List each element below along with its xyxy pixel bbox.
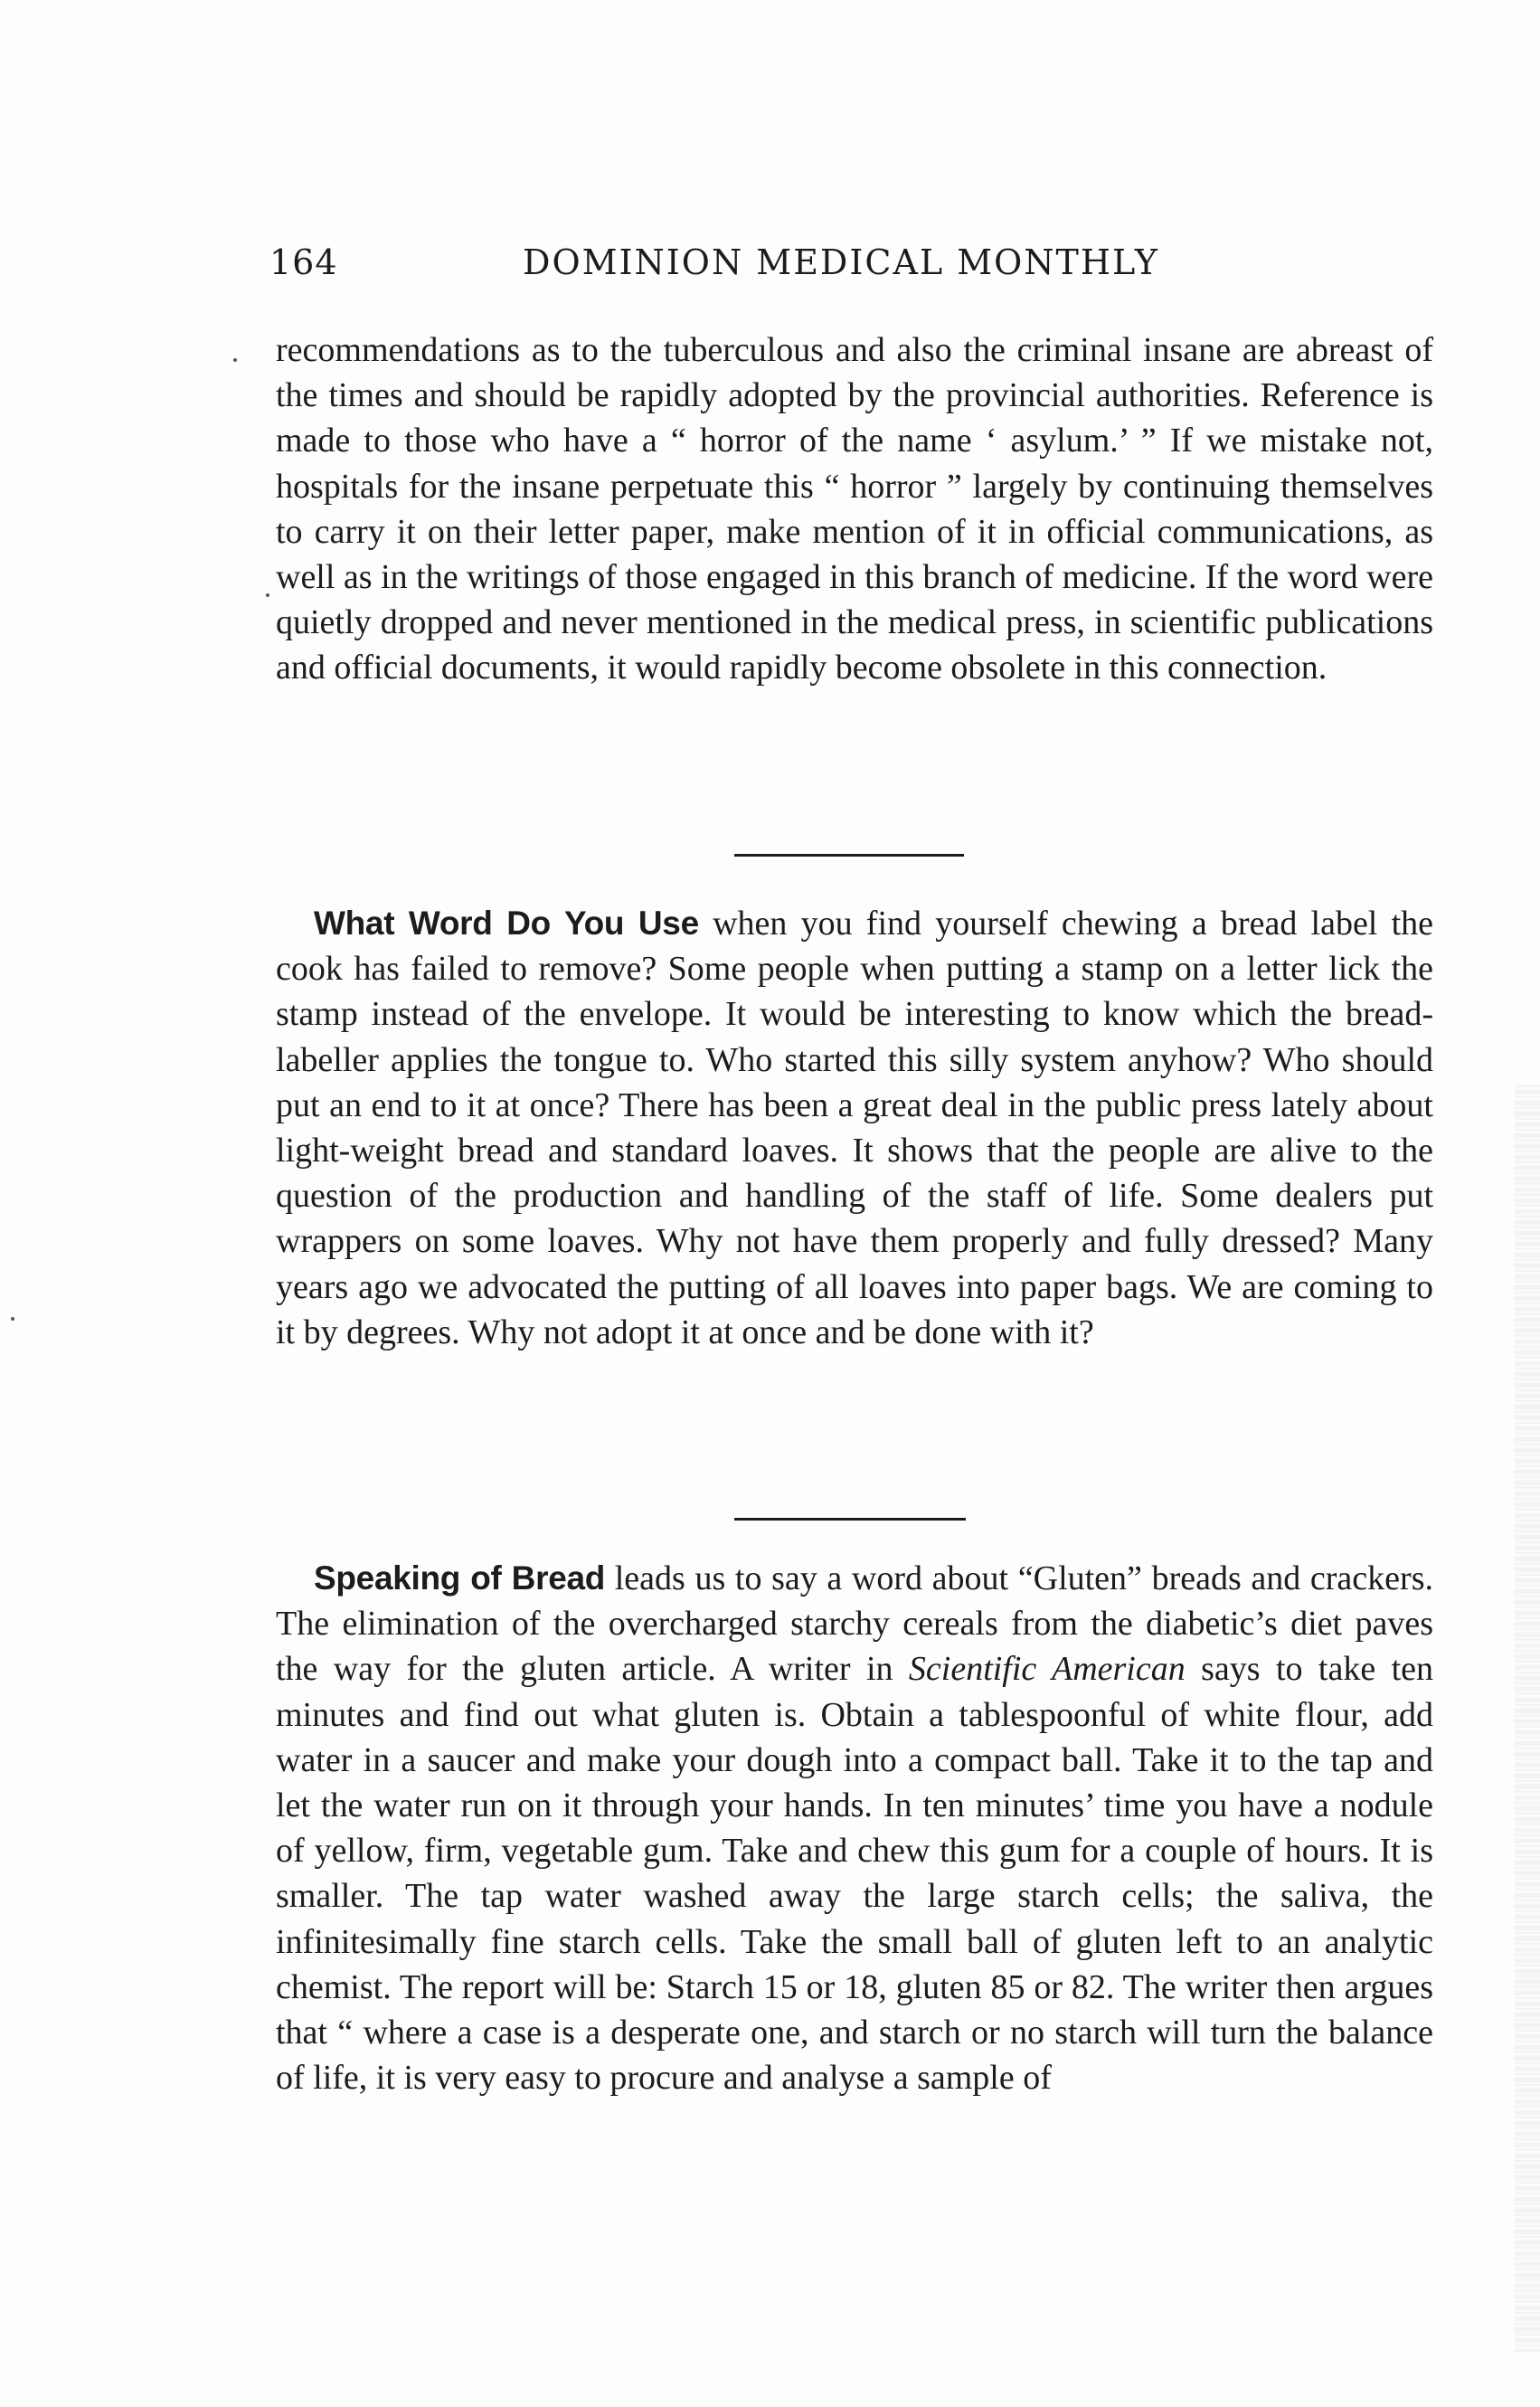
editorial-paragraph	[276, 1556, 1433, 2100]
scan-speck	[11, 1317, 14, 1321]
paragraph-text: says to take ten minutes and find out what gluten is. Obtain a tablespoonful of white flour, add water in a saucer and make your dough into a compact ball. Take it to the tap and let the water run on it through your hands. In ten minutes’ time you have a nodule of yellow, firm, vegetable gum. Take and chew this gum for a couple of hours. It is smaller. The tap water washed away the large starch cells; the saliva, the infinitesimally fine starch cells. Take the small ball of gluten left to an analytic chemist. The report will be: Starch 15 or 18, gluten 85 or 82. The writer then argues that “ where a case is a desperate one, and starch or no starch will turn the balance of life, it is very easy to procure and analyse a sample of	[276, 1650, 1433, 2098]
article-continuation	[276, 327, 1433, 691]
scan-edge-noise	[1515, 1085, 1540, 2352]
running-head	[269, 242, 1427, 288]
paragraph-text: leads us to say a word about “Gluten” breads and crackers. The elimination of the overcharged starchy cereals from the diabetic’s diet paves the way for the gluten article. A writer in	[276, 1559, 1433, 1689]
scan-speck	[233, 358, 237, 362]
section-divider	[734, 1518, 966, 1521]
editorial-paragraph	[276, 901, 1433, 1355]
page-number: 164	[269, 242, 338, 282]
run-in-heading: What Word Do You Use	[314, 905, 699, 942]
journal-title: DOMINION MEDICAL MONTHLY	[523, 242, 1159, 282]
scan-speck	[266, 593, 269, 597]
editorial-gluten	[276, 1556, 1433, 2100]
continuation-paragraph: recommendations as to the tuberculous and also the criminal insane are abreast of the times and should be rapidly adopted by the provincial authorities. Reference is made to those who have a “ horror of the name ‘ asylum.’ ” If we mistake not, hospitals for the insane perpetuate this “ horror ” largely by continuing themselves to carry it on their letter paper, make mention of it in official communications, as well as in the writings of those engaged in this branch of medicine. If the word were quietly dropped and never mentioned in the medical press, in scientific publications and official documents, it would rapidly become obsolete in this connection.	[276, 331, 1434, 687]
run-in-heading: Speaking of Bread	[314, 1559, 606, 1597]
publication-title: Scientific American	[908, 1650, 1186, 1689]
section-divider	[734, 854, 964, 857]
editorial-bread-label	[276, 901, 1433, 1355]
paragraph-text: when you find yourself chewing a bread label the cook has failed to remove? Some people when putting a stamp on a letter lick the stamp instead of the envelope. It would be interesting to know which the bread-labeller applies the tongue to. Who started this silly system anyhow? Who should put an end to it at once? There has been a great deal in the public press lately about light-weight bread and standard loaves. It shows that the people are alive to the question of the production and handling of the staff of life. Some dealers put wrappers on some loaves. Why not have them properly and fully dressed? Many years ago we advocated the putting of all loaves into paper bags. We are coming to it by degrees. Why not adopt it at once and be done with it?	[276, 905, 1433, 1351]
